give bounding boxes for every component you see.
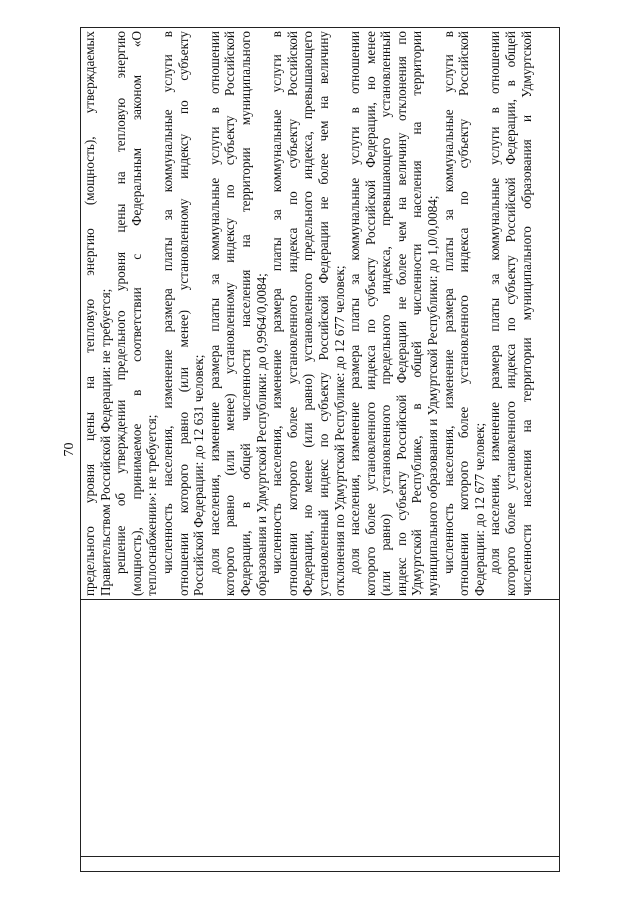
text-line: индекс по субъекту Российской Федерации не более чем на величину отклонения по: [393, 31, 409, 596]
rotated-page-content: [60, 27, 560, 872]
text-line: решение об утверждении предельного уровня цены на тепловую энергию: [113, 31, 129, 574]
text-line: Российской Федерации: до 12 631 человек;: [191, 354, 207, 596]
text-line: предельного уровня цены на тепловую энергию (мощность), утверждаемых: [82, 31, 97, 596]
text-line: которого более установленного индекса по субъекту Российской Федерации, в общей: [503, 31, 519, 596]
text-line: численность населения, изменение размера платы за коммунальные услуги в: [159, 31, 175, 574]
table-text-cell: [82, 31, 558, 596]
text-line: доля населения, изменение размера платы за коммунальные услуги в отношении: [487, 31, 503, 574]
page-number: 70: [62, 442, 77, 457]
text-line: Удмуртской Республике, в общей численности населения на территории: [409, 31, 425, 596]
text-line: численность населения, изменение размера платы за коммунальные услуги в: [440, 31, 456, 574]
text-line: отношении которого более установленного индекса по субъекту Российской: [284, 31, 300, 596]
text-line: которого более установленного индекса по субъекту Российской Федерации, но менее: [362, 31, 378, 596]
text-line: (или равно) установленного предельного индекса, превышающего установленный: [378, 31, 394, 596]
text-line: численность населения, изменение размера платы за коммунальные услуги в: [269, 31, 285, 574]
text-line: (мощность), принимаемое в соответствии с Федеральным законом «О: [128, 31, 144, 596]
text-line: Правительством Российской Федерации: не требуется;: [97, 288, 113, 596]
text-line: Федерации, но менее (или равно) установленного предельного индекса, превышающего: [300, 31, 316, 596]
text-line: отклонения по Удмуртской Республике: до 12 677 человек;: [331, 265, 347, 596]
text-line: установленный индекс по субъекту Российской Федерации не более чем на величину: [315, 31, 331, 596]
text-line: численности населения на территории муниципального образования и Удмуртской: [518, 31, 534, 596]
text-line: отношении которого более установленного индекса по субъекту Российской: [456, 31, 472, 596]
table-column-divider: [80, 856, 560, 857]
text-line: доля населения, изменение размера платы за коммунальные услуги в отношении: [347, 31, 363, 574]
text-line: Федерации: до 12 677 человек;: [471, 422, 487, 596]
text-line: образования и Удмуртской Республики: до 0,9964/0,0084;: [253, 273, 269, 596]
text-line: теплоснабжении»: не требуется;: [144, 414, 160, 596]
text-line: доля населения, изменение размера платы за коммунальные услуги в отношении: [206, 31, 222, 574]
text-line: отношении которого равно (или менее) установленному индексу по субъекту: [175, 31, 191, 596]
text-line: муниципального образования и Удмуртской Республики: до 1,0/0,0084;: [425, 195, 441, 596]
text-line: Федерации, в общей численности населения на территории муниципального: [237, 31, 253, 596]
text-line: которого равно (или менее) установленному индексу по субъекту Российской: [222, 31, 238, 596]
table-column-divider: [80, 599, 560, 600]
